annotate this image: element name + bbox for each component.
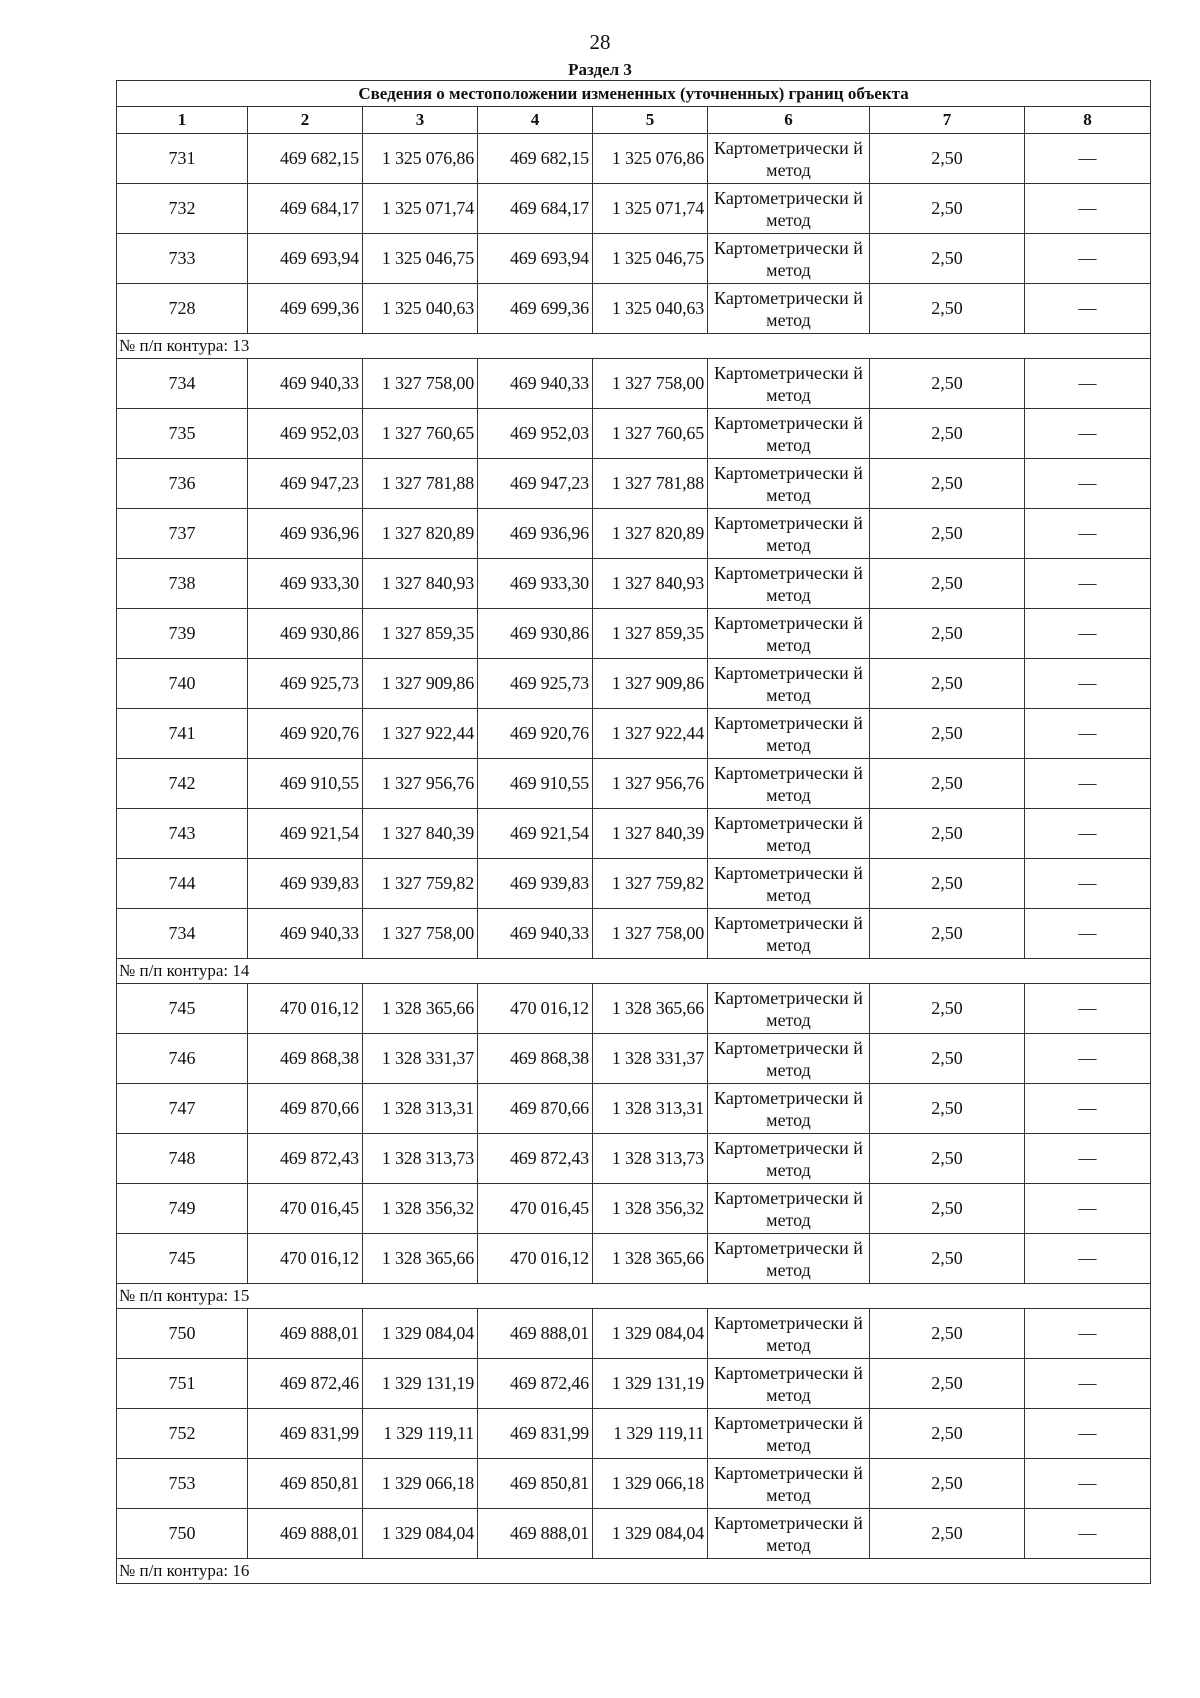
table-row [117, 609, 1151, 659]
description-cell: — [1025, 609, 1151, 659]
description-cell: — [1025, 509, 1151, 559]
point-number-cell: 745 [117, 984, 248, 1034]
y-new-cell: 1 327 922,44 [593, 709, 708, 759]
accuracy-cell: 2,50 [870, 1234, 1025, 1284]
method-cell: Картометрически й метод [708, 1234, 870, 1284]
table-title: Сведения о местоположении измененных (уточненных) границ объекта [117, 81, 1151, 107]
accuracy-cell: 2,50 [870, 1359, 1025, 1409]
table-row [117, 134, 1151, 184]
accuracy-cell: 2,50 [870, 1034, 1025, 1084]
table-row [117, 1409, 1151, 1459]
accuracy-cell: 2,50 [870, 559, 1025, 609]
table-row [117, 1359, 1151, 1409]
x-new-cell: 469 936,96 [478, 509, 593, 559]
x-existing-cell: 469 940,33 [248, 909, 363, 959]
y-new-cell: 1 328 313,73 [593, 1134, 708, 1184]
x-existing-cell: 470 016,45 [248, 1184, 363, 1234]
x-existing-cell: 469 952,03 [248, 409, 363, 459]
description-cell: — [1025, 409, 1151, 459]
y-existing-cell: 1 327 758,00 [363, 359, 478, 409]
column-number: 6 [708, 107, 870, 134]
table-row [117, 1184, 1151, 1234]
point-number-cell: 749 [117, 1184, 248, 1234]
y-existing-cell: 1 329 084,04 [363, 1309, 478, 1359]
x-new-cell: 469 699,36 [478, 284, 593, 334]
x-new-cell: 469 684,17 [478, 184, 593, 234]
table-row [117, 509, 1151, 559]
accuracy-cell: 2,50 [870, 509, 1025, 559]
section-title: Раздел 3 [568, 60, 632, 79]
table-row [117, 234, 1151, 284]
table-row [117, 759, 1151, 809]
x-existing-cell: 469 872,46 [248, 1359, 363, 1409]
description-cell: — [1025, 1084, 1151, 1134]
y-existing-cell: 1 328 365,66 [363, 984, 478, 1034]
x-new-cell: 469 933,30 [478, 559, 593, 609]
accuracy-cell: 2,50 [870, 809, 1025, 859]
x-existing-cell: 469 910,55 [248, 759, 363, 809]
method-cell: Картометрически й метод [708, 409, 870, 459]
y-existing-cell: 1 329 084,04 [363, 1509, 478, 1559]
table-row [117, 1234, 1151, 1284]
column-number: 4 [478, 107, 593, 134]
method-cell: Картометрически й метод [708, 509, 870, 559]
table-row [117, 1034, 1151, 1084]
point-number-cell: 737 [117, 509, 248, 559]
contour-label: № п/п контура: 14 [117, 959, 1151, 984]
method-cell: Картометрически й метод [708, 559, 870, 609]
contour-label: № п/п контура: 15 [117, 1284, 1151, 1309]
y-new-cell: 1 327 840,39 [593, 809, 708, 859]
description-cell: — [1025, 1184, 1151, 1234]
x-new-cell: 469 921,54 [478, 809, 593, 859]
method-cell: Картометрически й метод [708, 909, 870, 959]
method-cell: Картометрически й метод [708, 1309, 870, 1359]
table-row [117, 559, 1151, 609]
y-new-cell: 1 325 071,74 [593, 184, 708, 234]
method-cell: Картометрически й метод [708, 234, 870, 284]
table-row [117, 1084, 1151, 1134]
x-existing-cell: 469 699,36 [248, 284, 363, 334]
table-row [117, 659, 1151, 709]
x-existing-cell: 469 940,33 [248, 359, 363, 409]
accuracy-cell: 2,50 [870, 1409, 1025, 1459]
table-row [117, 1309, 1151, 1359]
x-new-cell: 470 016,12 [478, 984, 593, 1034]
x-existing-cell: 469 933,30 [248, 559, 363, 609]
column-number: 7 [870, 107, 1025, 134]
point-number-cell: 753 [117, 1459, 248, 1509]
description-cell: — [1025, 284, 1151, 334]
point-number-cell: 741 [117, 709, 248, 759]
method-cell: Картометрически й метод [708, 1084, 870, 1134]
x-new-cell: 469 888,01 [478, 1309, 593, 1359]
x-existing-cell: 469 921,54 [248, 809, 363, 859]
y-new-cell: 1 329 066,18 [593, 1459, 708, 1509]
y-new-cell: 1 327 760,65 [593, 409, 708, 459]
accuracy-cell: 2,50 [870, 759, 1025, 809]
description-cell: — [1025, 1034, 1151, 1084]
description-cell: — [1025, 809, 1151, 859]
column-number: 2 [248, 107, 363, 134]
description-cell: — [1025, 459, 1151, 509]
table-row [117, 359, 1151, 409]
y-new-cell: 1 327 781,88 [593, 459, 708, 509]
y-existing-cell: 1 325 071,74 [363, 184, 478, 234]
x-existing-cell: 469 888,01 [248, 1509, 363, 1559]
method-cell: Картометрически й метод [708, 759, 870, 809]
method-cell: Картометрически й метод [708, 459, 870, 509]
x-new-cell: 469 682,15 [478, 134, 593, 184]
x-new-cell: 469 872,43 [478, 1134, 593, 1184]
point-number-cell: 735 [117, 409, 248, 459]
accuracy-cell: 2,50 [870, 184, 1025, 234]
y-new-cell: 1 327 758,00 [593, 359, 708, 409]
accuracy-cell: 2,50 [870, 359, 1025, 409]
method-cell: Картометрически й метод [708, 859, 870, 909]
method-cell: Картометрически й метод [708, 1459, 870, 1509]
y-existing-cell: 1 329 119,11 [363, 1409, 478, 1459]
x-new-cell: 469 940,33 [478, 909, 593, 959]
x-existing-cell: 469 868,38 [248, 1034, 363, 1084]
point-number-cell: 752 [117, 1409, 248, 1459]
description-cell: — [1025, 759, 1151, 809]
accuracy-cell: 2,50 [870, 1084, 1025, 1134]
point-number-cell: 745 [117, 1234, 248, 1284]
point-number-cell: 743 [117, 809, 248, 859]
accuracy-cell: 2,50 [870, 1309, 1025, 1359]
method-cell: Картометрически й метод [708, 1184, 870, 1234]
point-number-cell: 734 [117, 359, 248, 409]
accuracy-cell: 2,50 [870, 134, 1025, 184]
y-existing-cell: 1 325 046,75 [363, 234, 478, 284]
point-number-cell: 747 [117, 1084, 248, 1134]
description-cell: — [1025, 184, 1151, 234]
y-new-cell: 1 328 365,66 [593, 984, 708, 1034]
method-cell: Картометрически й метод [708, 659, 870, 709]
accuracy-cell: 2,50 [870, 859, 1025, 909]
contour-row [117, 334, 1151, 359]
description-cell: — [1025, 1359, 1151, 1409]
x-new-cell: 469 939,83 [478, 859, 593, 909]
method-cell: Картометрически й метод [708, 284, 870, 334]
accuracy-cell: 2,50 [870, 1184, 1025, 1234]
x-new-cell: 469 831,99 [478, 1409, 593, 1459]
x-existing-cell: 469 888,01 [248, 1309, 363, 1359]
description-cell: — [1025, 709, 1151, 759]
y-existing-cell: 1 328 331,37 [363, 1034, 478, 1084]
x-existing-cell: 469 831,99 [248, 1409, 363, 1459]
contour-label: № п/п контура: 13 [117, 334, 1151, 359]
y-existing-cell: 1 328 313,73 [363, 1134, 478, 1184]
table-title-row [117, 81, 1151, 107]
y-existing-cell: 1 329 066,18 [363, 1459, 478, 1509]
method-cell: Картометрически й метод [708, 1034, 870, 1084]
description-cell: — [1025, 859, 1151, 909]
method-cell: Картометрически й метод [708, 1359, 870, 1409]
method-cell: Картометрически й метод [708, 1134, 870, 1184]
description-cell: — [1025, 1234, 1151, 1284]
method-cell: Картометрически й метод [708, 184, 870, 234]
y-new-cell: 1 327 909,86 [593, 659, 708, 709]
accuracy-cell: 2,50 [870, 984, 1025, 1034]
method-cell: Картометрически й метод [708, 609, 870, 659]
y-existing-cell: 1 327 840,93 [363, 559, 478, 609]
x-existing-cell: 469 872,43 [248, 1134, 363, 1184]
description-cell: — [1025, 1509, 1151, 1559]
point-number-cell: 740 [117, 659, 248, 709]
y-existing-cell: 1 328 313,31 [363, 1084, 478, 1134]
column-number: 5 [593, 107, 708, 134]
accuracy-cell: 2,50 [870, 1459, 1025, 1509]
point-number-cell: 750 [117, 1309, 248, 1359]
y-existing-cell: 1 327 758,00 [363, 909, 478, 959]
accuracy-cell: 2,50 [870, 1134, 1025, 1184]
y-new-cell: 1 327 956,76 [593, 759, 708, 809]
point-number-cell: 736 [117, 459, 248, 509]
description-cell: — [1025, 134, 1151, 184]
table-row [117, 909, 1151, 959]
method-cell: Картометрически й метод [708, 359, 870, 409]
accuracy-cell: 2,50 [870, 609, 1025, 659]
y-existing-cell: 1 327 759,82 [363, 859, 478, 909]
table-row [117, 809, 1151, 859]
y-new-cell: 1 329 131,19 [593, 1359, 708, 1409]
description-cell: — [1025, 984, 1151, 1034]
x-existing-cell: 469 925,73 [248, 659, 363, 709]
table-row [117, 459, 1151, 509]
column-number-row [117, 107, 1151, 134]
x-existing-cell: 470 016,12 [248, 1234, 363, 1284]
point-number-cell: 733 [117, 234, 248, 284]
point-number-cell: 739 [117, 609, 248, 659]
method-cell: Картометрически й метод [708, 984, 870, 1034]
contour-row [117, 1559, 1151, 1584]
table-row [117, 1134, 1151, 1184]
x-existing-cell: 469 947,23 [248, 459, 363, 509]
y-new-cell: 1 329 084,04 [593, 1509, 708, 1559]
boundary-coordinates-table [116, 80, 1151, 1584]
x-existing-cell: 469 684,17 [248, 184, 363, 234]
point-number-cell: 738 [117, 559, 248, 609]
x-new-cell: 469 940,33 [478, 359, 593, 409]
point-number-cell: 744 [117, 859, 248, 909]
accuracy-cell: 2,50 [870, 284, 1025, 334]
description-cell: — [1025, 1409, 1151, 1459]
point-number-cell: 751 [117, 1359, 248, 1409]
point-number-cell: 750 [117, 1509, 248, 1559]
y-new-cell: 1 329 084,04 [593, 1309, 708, 1359]
x-new-cell: 469 920,76 [478, 709, 593, 759]
x-existing-cell: 469 870,66 [248, 1084, 363, 1134]
description-cell: — [1025, 234, 1151, 284]
y-new-cell: 1 328 365,66 [593, 1234, 708, 1284]
description-cell: — [1025, 1134, 1151, 1184]
point-number-cell: 731 [117, 134, 248, 184]
point-number-cell: 748 [117, 1134, 248, 1184]
x-new-cell: 469 850,81 [478, 1459, 593, 1509]
x-new-cell: 469 693,94 [478, 234, 593, 284]
y-new-cell: 1 328 331,37 [593, 1034, 708, 1084]
column-number: 3 [363, 107, 478, 134]
table-row [117, 1459, 1151, 1509]
x-new-cell: 469 872,46 [478, 1359, 593, 1409]
y-new-cell: 1 328 356,32 [593, 1184, 708, 1234]
x-new-cell: 470 016,12 [478, 1234, 593, 1284]
table-row [117, 184, 1151, 234]
accuracy-cell: 2,50 [870, 234, 1025, 284]
y-new-cell: 1 327 859,35 [593, 609, 708, 659]
column-number: 1 [117, 107, 248, 134]
y-new-cell: 1 325 076,86 [593, 134, 708, 184]
y-new-cell: 1 327 820,89 [593, 509, 708, 559]
x-new-cell: 469 947,23 [478, 459, 593, 509]
x-existing-cell: 469 920,76 [248, 709, 363, 759]
accuracy-cell: 2,50 [870, 409, 1025, 459]
accuracy-cell: 2,50 [870, 1509, 1025, 1559]
y-new-cell: 1 327 840,93 [593, 559, 708, 609]
y-existing-cell: 1 327 760,65 [363, 409, 478, 459]
y-existing-cell: 1 325 076,86 [363, 134, 478, 184]
y-new-cell: 1 328 313,31 [593, 1084, 708, 1134]
y-existing-cell: 1 327 909,86 [363, 659, 478, 709]
description-cell: — [1025, 359, 1151, 409]
column-number: 8 [1025, 107, 1151, 134]
accuracy-cell: 2,50 [870, 659, 1025, 709]
y-existing-cell: 1 327 840,39 [363, 809, 478, 859]
x-new-cell: 469 925,73 [478, 659, 593, 709]
method-cell: Картометрически й метод [708, 1509, 870, 1559]
x-new-cell: 469 910,55 [478, 759, 593, 809]
x-existing-cell: 470 016,12 [248, 984, 363, 1034]
contour-row [117, 1284, 1151, 1309]
description-cell: — [1025, 659, 1151, 709]
method-cell: Картометрически й метод [708, 1409, 870, 1459]
x-existing-cell: 469 936,96 [248, 509, 363, 559]
y-existing-cell: 1 327 956,76 [363, 759, 478, 809]
table-row [117, 284, 1151, 334]
description-cell: — [1025, 909, 1151, 959]
y-existing-cell: 1 328 356,32 [363, 1184, 478, 1234]
point-number-cell: 746 [117, 1034, 248, 1084]
point-number-cell: 742 [117, 759, 248, 809]
y-existing-cell: 1 328 365,66 [363, 1234, 478, 1284]
x-existing-cell: 469 693,94 [248, 234, 363, 284]
x-new-cell: 469 888,01 [478, 1509, 593, 1559]
x-new-cell: 469 868,38 [478, 1034, 593, 1084]
y-existing-cell: 1 327 820,89 [363, 509, 478, 559]
point-number-cell: 728 [117, 284, 248, 334]
contour-row [117, 959, 1151, 984]
y-new-cell: 1 329 119,11 [593, 1409, 708, 1459]
table-row [117, 1509, 1151, 1559]
y-existing-cell: 1 327 859,35 [363, 609, 478, 659]
table-row [117, 709, 1151, 759]
y-existing-cell: 1 329 131,19 [363, 1359, 478, 1409]
page-number: 28 [589, 30, 611, 54]
method-cell: Картометрически й метод [708, 709, 870, 759]
contour-label: № п/п контура: 16 [117, 1559, 1151, 1584]
y-existing-cell: 1 327 922,44 [363, 709, 478, 759]
table-row [117, 859, 1151, 909]
point-number-cell: 732 [117, 184, 248, 234]
y-new-cell: 1 325 040,63 [593, 284, 708, 334]
x-new-cell: 470 016,45 [478, 1184, 593, 1234]
accuracy-cell: 2,50 [870, 909, 1025, 959]
x-new-cell: 469 952,03 [478, 409, 593, 459]
description-cell: — [1025, 1459, 1151, 1509]
y-new-cell: 1 325 046,75 [593, 234, 708, 284]
method-cell: Картометрически й метод [708, 134, 870, 184]
y-existing-cell: 1 325 040,63 [363, 284, 478, 334]
description-cell: — [1025, 1309, 1151, 1359]
accuracy-cell: 2,50 [870, 709, 1025, 759]
method-cell: Картометрически й метод [708, 809, 870, 859]
point-number-cell: 734 [117, 909, 248, 959]
x-existing-cell: 469 682,15 [248, 134, 363, 184]
x-existing-cell: 469 939,83 [248, 859, 363, 909]
y-new-cell: 1 327 758,00 [593, 909, 708, 959]
x-existing-cell: 469 930,86 [248, 609, 363, 659]
accuracy-cell: 2,50 [870, 459, 1025, 509]
description-cell: — [1025, 559, 1151, 609]
table-row [117, 409, 1151, 459]
x-existing-cell: 469 850,81 [248, 1459, 363, 1509]
x-new-cell: 469 930,86 [478, 609, 593, 659]
y-existing-cell: 1 327 781,88 [363, 459, 478, 509]
table-row [117, 984, 1151, 1034]
y-new-cell: 1 327 759,82 [593, 859, 708, 909]
x-new-cell: 469 870,66 [478, 1084, 593, 1134]
